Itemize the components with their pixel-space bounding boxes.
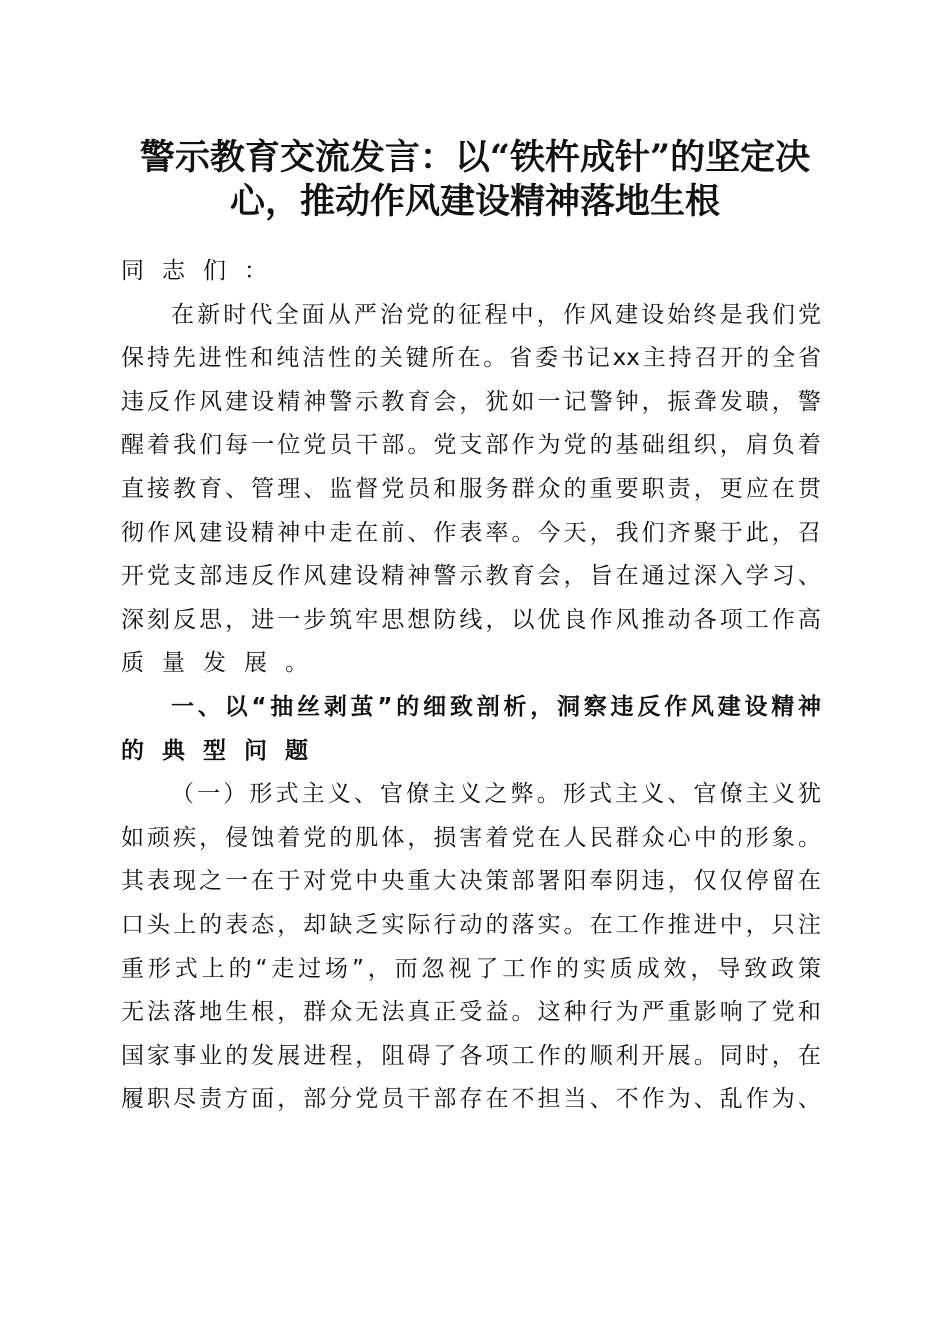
paragraph-line: 国 家 事 业 的 发 展 进 程 ， 阻 碍 了 各 项 工 作 的 顺 利 开 展 。 同 时 ， 在 [121,1042,821,1069]
paragraph-line: 口 头 上 的 表 态 ， 却 缺 乏 实 际 行 动 的 落 实 。 在 工 作 推 进 中 ， 只 注 [121,911,821,938]
paragraph-line: 深 刻 反 思 ， 进 一 步 筑 牢 思 想 防 线 ， 以 优 良 作 风 推 动 各 项 工 作 高 [121,606,821,633]
section-heading-line: 一 、 以 “ 抽 丝 剥 茧 ” 的 细 致 剖 析 ， 洞 察 违 反 作 风 建 设 精 神 [171,693,821,720]
paragraph-line: 重 形 式 上 的 “ 走 过 场 ” ， 而 忽 视 了 工 作 的 实 质 成 效 ， 导 致 政 策 [121,955,821,982]
paragraph-line: 质量发展。 [121,650,326,677]
title-line-2: 心，推动作风建设精神落地生根 [229,181,720,222]
paragraph-line: 违 反 作 风 建 设 精 神 警 示 教 育 会 ， 犹 如 一 记 警 钟 ， 振 聋 发 聩 ， 警 [121,388,821,415]
paragraph-line: 在 新 时 代 全 面 从 严 治 党 的 征 程 中 ， 作 风 建 设 始 终 是 我 们 党 [171,301,821,328]
paragraph-line: 保 持 先 进 性 和 纯 洁 性 的 关 键 所 在 。 省 委 书 记 xx 主 持 召 开 的 全 省 [121,345,821,372]
paragraph-line: 开 党 支 部 违 反 作 风 建 设 精 神 警 示 教 育 会 ， 旨 在 通 过 深 入 学 习 、 [121,563,821,590]
paragraph-line: 醒 着 我 们 每 一 位 党 员 干 部 。 党 支 部 作 为 党 的 基 础 组 织 ， 肩 负 着 [121,432,821,459]
paragraph-line: 直 接 教 育 、 管 理 、 监 督 党 员 和 服 务 群 众 的 重 要 职 责 ， 更 应 在 贯 [121,475,821,502]
paragraph-line: （ 一 ） 形 式 主 义 、 官 僚 主 义 之 弊 。 形 式 主 义 、 官 僚 主 义 犹 [171,781,821,808]
document-body [121,250,821,1122]
section-heading-line: 的典型问题 [121,737,326,764]
paragraph-line: 无 法 落 地 生 根 ， 群 众 无 法 真 正 受 益 。 这 种 行 为 严 重 影 响 了 党 和 [121,999,821,1026]
paragraph-line: 履 职 尽 责 方 面 ， 部 分 党 员 干 部 存 在 不 担 当 、 不 作 为 、 乱 作 为 、 [121,1086,821,1113]
title-line-1: 警示教育交流发言：以“铁杵成针”的坚定决 [139,137,811,178]
paragraph-line: 彻 作 风 建 设 精 神 中 走 在 前 、 作 表 率 。 今 天 ， 我 们 齐 聚 于 此 ， 召 [121,519,821,546]
paragraph-line: 同志们： [121,258,285,284]
paragraph-line: 如 顽 疾 ， 侵 蚀 着 党 的 肌 体 ， 损 害 着 党 在 人 民 群 众 心 中 的 形 象 。 [121,824,821,851]
paragraph-line: 其 表 现 之 一 在 于 对 党 中 央 重 大 决 策 部 署 阳 奉 阴 违 ， 仅 仅 停 留 在 [121,868,821,895]
document-title [110,136,840,224]
